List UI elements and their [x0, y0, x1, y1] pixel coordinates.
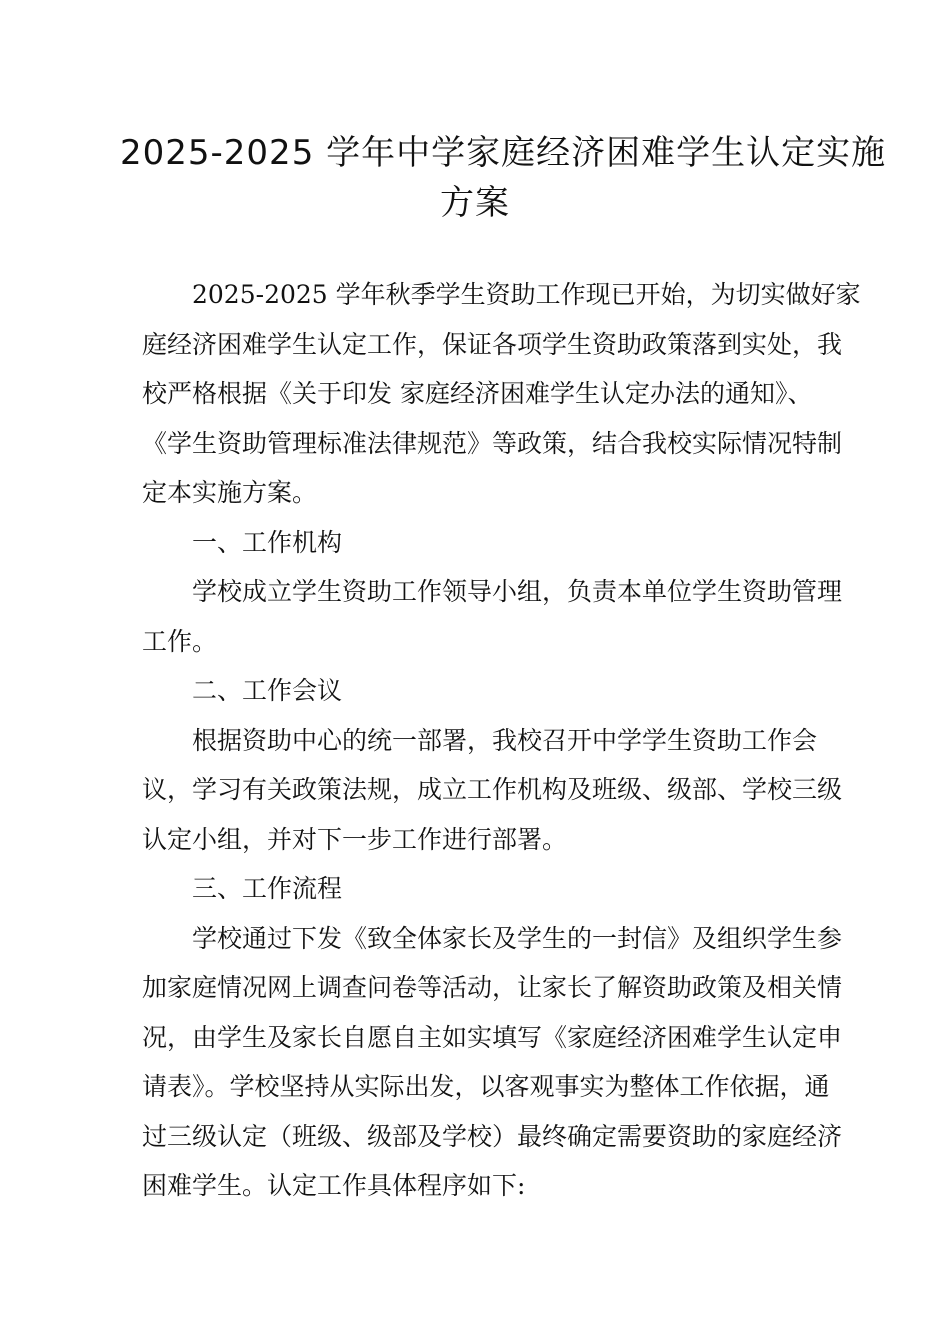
- intro-paragraph: [142, 270, 861, 518]
- paragraph-line: 议，学习有关政策法规，成立工作机构及班级、级部、学校三级: [142, 775, 843, 804]
- paragraph-line: 况，由学生及家长自愿自主如实填写《家庭经济困难学生认定申: [142, 1022, 843, 1052]
- paragraph-line: 请表》。学校坚持从实际出发，以客观事实为整体工作依据，通: [142, 1072, 830, 1101]
- paragraph-line: 困难学生。认定工作具体程序如下:: [142, 1171, 526, 1200]
- meeting-paragraph: [142, 716, 843, 865]
- paragraph-line: 工作。: [142, 626, 218, 656]
- paragraph-line: 2025-2025 学年秋季学生资助工作现已开始，为切实做好家: [192, 280, 861, 309]
- paragraph-line: 学校通过下发《致全体家长及学生的一封信》及组织学生参: [192, 923, 843, 953]
- section-heading-meeting: [142, 666, 832, 716]
- paragraph-line: 根据资助中心的统一部署，我校召开中学学生资助工作会: [192, 725, 818, 755]
- paragraph-line: 过三级认定（班级、级部及学校）最终确定需要资助的家庭经济: [142, 1121, 843, 1151]
- document-body: [142, 270, 861, 1211]
- paragraph-line: 定本实施方案。: [142, 478, 318, 507]
- organization-paragraph: [142, 567, 843, 666]
- heading-line: 三、工作流程: [192, 874, 343, 903]
- paragraph-line: 认定小组，并对下一步工作进行部署。: [142, 824, 568, 854]
- paragraph-line: 庭经济困难学生认定工作，保证各项学生资助政策落到实处，我: [142, 329, 843, 359]
- paragraph-line: 校严格根据《关于印发 家庭经济困难学生认定办法的通知》、: [142, 379, 813, 408]
- heading-line: 二、工作会议: [192, 676, 343, 705]
- title-line: 2025-2025 学年中学家庭经济困难学生认定实施: [120, 133, 887, 173]
- title-line: 方案: [440, 183, 510, 223]
- process-paragraph: [142, 914, 843, 1211]
- document-title: [120, 128, 887, 228]
- heading-line: 一、工作机构: [192, 527, 343, 557]
- section-heading-process: [142, 864, 832, 914]
- paragraph-line: 学校成立学生资助工作领导小组，负责本单位学生资助管理: [192, 577, 843, 606]
- paragraph-line: 《学生资助管理标准法律规范》等政策，结合我校实际情况特制: [142, 428, 843, 458]
- paragraph-line: 加家庭情况网上调查问卷等活动，让家长了解资助政策及相关情: [142, 973, 843, 1002]
- section-heading-organization: [142, 518, 832, 568]
